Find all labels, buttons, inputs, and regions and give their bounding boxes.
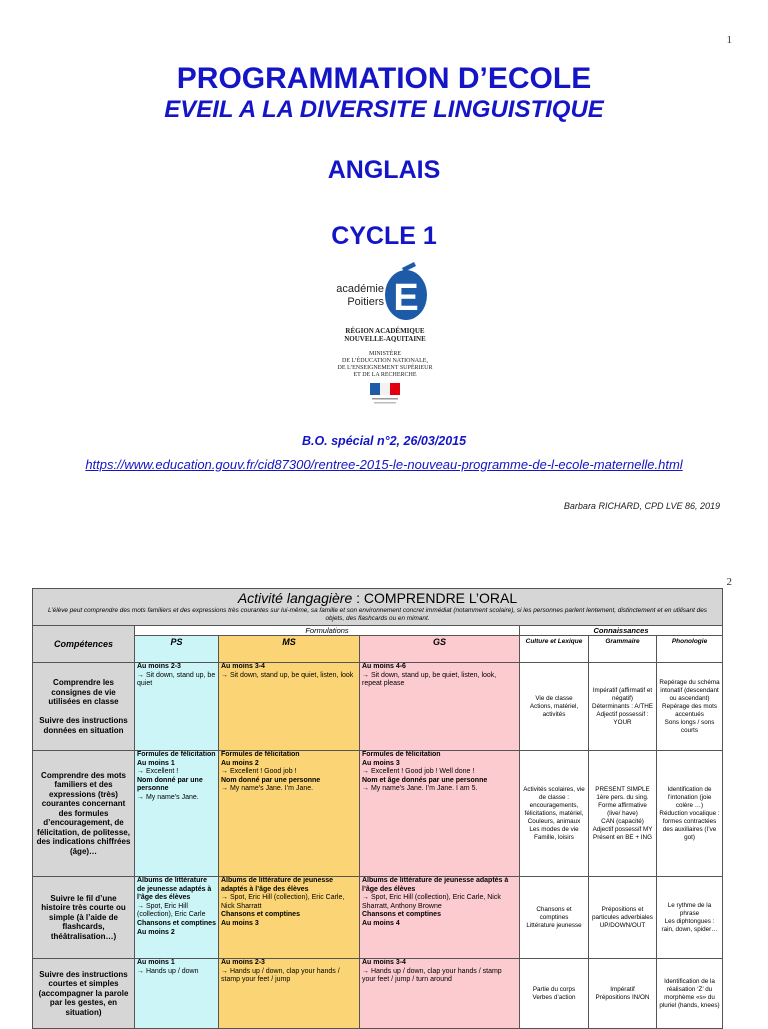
phonologie-line: Identification de l’intonation (joie colère …) <box>667 785 712 809</box>
grammaire-line: Prépositions et particules adverbiales UP/DOWN/OUT <box>592 905 653 929</box>
phonologie-cell <box>657 663 723 751</box>
group-header-row <box>33 626 723 636</box>
grammaire-line: CAN (capacité) <box>601 817 644 825</box>
cell-heading: Au moins 1 <box>137 759 175 767</box>
phonologie-line: Réduction vocalique : formes contractées des auxiliaires (I’ve got) <box>659 809 720 841</box>
culture-line: Verbes d’action <box>532 993 576 1001</box>
culture-line: Famille, loisirs <box>534 833 574 841</box>
table-description: L’élève peut comprendre des mots familiers et des expressions très courantes sur lui-même, sa famille et son environnement concret immédiat (notamment scolaire), si les personnes parlent lentement, distinctement et en utilisant des objets, des flashcards ou en mimant. <box>48 607 707 622</box>
region-line-2: NOUVELLE-AQUITAINE <box>344 335 426 343</box>
phonologie-cell <box>657 751 723 877</box>
culture-line: Partie du corps <box>532 985 576 993</box>
phonologie-line: Sons longs / sons courts <box>664 718 715 734</box>
phonologie-cell <box>657 959 723 1029</box>
culture-line: Les modes de vie <box>529 825 579 833</box>
competences-header: Compétences <box>33 626 135 663</box>
table-body <box>33 663 723 1029</box>
culture-cell <box>520 959 589 1029</box>
column-header-row <box>33 636 723 663</box>
ms-cell <box>219 663 360 751</box>
flag-blue <box>370 383 380 395</box>
gs-cell <box>360 959 520 1029</box>
gs-cell <box>360 877 520 959</box>
culture-header: Culture et Lexique <box>520 636 589 663</box>
cell-heading: Au moins 4 <box>362 919 400 927</box>
grammaire-cell <box>589 663 657 751</box>
culture-line: Activités scolaires, vie de classe : encouragements, félicitations, matériel, <box>523 785 585 817</box>
grammaire-cell <box>589 751 657 877</box>
cell-text: → Excellent ! Good job ! Well done ! <box>362 768 475 776</box>
ministere-line-1: MINISTÈRE <box>369 351 401 357</box>
cell-heading: Nom et âge donnés par une personne <box>362 776 488 784</box>
cell-heading: Chansons et comptines <box>221 911 300 919</box>
cell-heading: Nom donné par une personne <box>137 776 203 793</box>
culture-cell <box>520 877 589 959</box>
cell-heading: Albums de littérature de jeunesse adaptés à l’âge des élèves <box>362 877 509 893</box>
phonologie-line: Repérage des mots accentués <box>662 702 717 718</box>
culture-line: Couleurs, animaux <box>527 817 581 825</box>
cell-heading: Chansons et comptines <box>362 911 441 919</box>
gs-cell <box>360 751 520 877</box>
cell-heading: Au moins 2 <box>221 759 259 767</box>
table-title-activity: Activité langagière <box>237 590 353 606</box>
flag-red <box>390 383 400 395</box>
cell-text: → Excellent ! <box>137 768 179 776</box>
ps-cell <box>135 877 219 959</box>
republique-line <box>374 402 396 404</box>
culture-line: Littérature jeunesse <box>526 921 582 929</box>
programme-link[interactable]: https://www.education.gouv.fr/cid87300/rentree-2015-le-nouveau-programme-de-l-ecole-maternelle.html <box>85 457 683 472</box>
formulations-header: Formulations <box>135 626 520 636</box>
grammaire-line: Impératif (affirmatif et négatif) <box>592 686 653 702</box>
cell-heading: Au moins 1 <box>137 959 175 966</box>
ministere-line-4: ET DE LA RECHERCHE <box>353 372 417 378</box>
table-row <box>33 751 723 877</box>
cell-heading: Chansons et comptines <box>137 919 216 927</box>
cell-text: → Spot, Eric Hill (collection), Eric Carle, Nick Sharratt <box>221 894 345 910</box>
ministere-line-3: DE L’ENSEIGNEMENT SUPÉRIEUR <box>337 365 433 371</box>
culture-line: Vie de classe <box>535 694 573 702</box>
page-2 <box>0 570 768 1024</box>
page-number: 2 <box>726 576 732 588</box>
grammaire-line: Présent en BE + ING <box>593 833 652 841</box>
culture-line: Actions, matériel, activités <box>529 702 579 718</box>
flag-white <box>380 383 390 395</box>
cell-heading: Nom donné par une personne <box>221 776 321 784</box>
ps-cell <box>135 751 219 877</box>
cell-text: → Spot, Eric Hill (collection), Eric Carle, Nick Sharratt, Anthony Browne <box>362 894 501 910</box>
table-row <box>33 877 723 959</box>
cell-heading: Au moins 2 <box>137 928 175 936</box>
document-title: PROGRAMMATION D’ECOLE <box>176 62 592 95</box>
competence-cell: Comprendre les consignes de vie utilisées en classe Suivre des instructions données en situation <box>33 663 135 751</box>
grammaire-line: Adjectif possessif MY <box>592 825 653 833</box>
cell-text: → Spot, Eric Hill (collection), Eric Carle <box>137 902 206 919</box>
cell-heading: Au moins 4-6 <box>362 663 406 670</box>
cell-heading: Au moins 3 <box>221 919 259 927</box>
grammaire-cell <box>589 877 657 959</box>
cell-heading: Au moins 3 <box>362 759 400 767</box>
phonologie-line: Les diphtongues : rain, down, spider… <box>661 917 718 933</box>
cell-text: → Sit down, stand up, be quiet, listen, look, repeat please <box>362 671 497 688</box>
cell-heading: Au moins 2-3 <box>137 663 181 670</box>
cell-heading: Au moins 3-4 <box>221 663 265 670</box>
table-title <box>33 589 722 606</box>
cell-heading: Formules de félicitation <box>362 751 441 758</box>
cell-heading: Formules de félicitation <box>221 751 300 758</box>
table-row <box>33 959 723 1029</box>
bo-reference: B.O. spécial n°2, 26/03/2015 <box>301 434 467 448</box>
cell-heading: Au moins 3-4 <box>362 959 406 966</box>
ms-cell <box>219 877 360 959</box>
connaissances-header: Connaissances <box>520 626 723 636</box>
cell-text: → Hands up / down, clap your hands / stamp your feet / jump / turn around <box>362 967 502 984</box>
cell-text: → Excellent ! Good job ! <box>221 768 297 776</box>
cell-heading: Albums de littérature de jeunesse adaptés à l’âge des élèves <box>137 877 212 902</box>
ps-header: PS <box>135 636 219 663</box>
table-row <box>33 663 723 751</box>
academie-logo-word-academie: académie <box>336 283 384 295</box>
gs-cell <box>360 663 520 751</box>
competence-cell: Comprendre des mots familiers et des expressions (très) courantes concernant des formules d’encouragement, de félicitation, de politesse, des indications chiffrées (âge)… <box>33 751 135 877</box>
table-title-cell <box>33 589 723 626</box>
academie-logo-word-poitiers: Poitiers <box>347 296 384 308</box>
ms-cell <box>219 959 360 1029</box>
culture-cell <box>520 751 589 877</box>
cycle-heading: CYCLE 1 <box>331 222 437 250</box>
grammaire-header: Grammaire <box>589 636 657 663</box>
cell-text: → Hands up / down, clap your hands / stamp your feet / jump <box>221 967 340 984</box>
academie-logo-graphic <box>310 262 460 412</box>
ms-header: MS <box>219 636 360 663</box>
cell-heading: Albums de littérature de jeunesse adaptés à l’âge des élèves <box>221 877 334 893</box>
comprendre-oral-table <box>32 588 723 1029</box>
document-subtitle: EVEIL A LA DIVERSITE LINGUISTIQUE <box>164 96 604 123</box>
phonologie-line: Identification de la réalisation ‘Z’ du morphème «s» du pluriel (hands, knees) <box>659 977 720 1009</box>
grammaire-line: PRESENT SIMPLE 1ère pers. du sing. Forme affirmative (live/ have) <box>595 785 650 817</box>
phonologie-header: Phonologie <box>657 636 723 663</box>
culture-cell <box>520 663 589 751</box>
cell-text: → Sit down, stand up, be quiet, listen, look <box>221 671 354 679</box>
grammaire-line: Impératif <box>610 985 635 993</box>
ministere-line-2: DE L’ÉDUCATION NATIONALE, <box>342 358 428 364</box>
phonologie-cell <box>657 877 723 959</box>
competence-cell: Suivre le fil d’une histoire très courte ou simple (à l’aide de flashcards, théâtralisation…) <box>33 877 135 959</box>
gs-header: GS <box>360 636 520 663</box>
culture-line: Chansons et comptines <box>536 905 572 921</box>
ms-cell <box>219 751 360 877</box>
grammaire-line: Déterminants : A/THE <box>592 702 653 710</box>
cell-text: → Hands up / down <box>137 967 199 975</box>
cell-heading: Au moins 2-3 <box>221 959 265 966</box>
phonologie-line: Repérage du schéma intonatif (descendant ou ascendant) <box>659 678 720 702</box>
cell-heading: Formules de félicitation <box>137 751 216 758</box>
grammaire-line: Adjectif possessif : YOUR <box>596 710 649 726</box>
subject-heading: ANGLAIS <box>327 156 441 184</box>
phonologie-line: Le rythme de la phrase <box>667 901 712 917</box>
author-credit: Barbara RICHARD, CPD LVE 86, 2019 <box>563 501 720 511</box>
cell-text: → Sit down, stand up, be quiet <box>137 671 216 688</box>
cell-text: → My name’s Jane. I’m Jane. I am 5. <box>362 785 478 793</box>
academie-logo-e-letter: E <box>393 277 419 319</box>
ps-cell <box>135 663 219 751</box>
page-number: 1 <box>726 34 732 46</box>
table-title-skill: : COMPRENDRE L’ORAL <box>352 590 518 606</box>
academie-poitiers-logo <box>310 262 460 412</box>
competence-cell: Suivre des instructions courtes et simples (accompagner la parole par les gestes, en situation) <box>33 959 135 1029</box>
cell-text: → My name’s Jane. I’m Jane. <box>221 785 314 793</box>
region-line-1: RÉGION ACADÉMIQUE <box>345 327 425 335</box>
ps-cell <box>135 959 219 1029</box>
grammaire-line: Prépositions IN/ON <box>595 993 650 1001</box>
grammaire-cell <box>589 959 657 1029</box>
cell-text: → My name’s Jane. <box>137 793 199 801</box>
motto-line <box>372 398 398 400</box>
table-title-row <box>33 589 723 626</box>
